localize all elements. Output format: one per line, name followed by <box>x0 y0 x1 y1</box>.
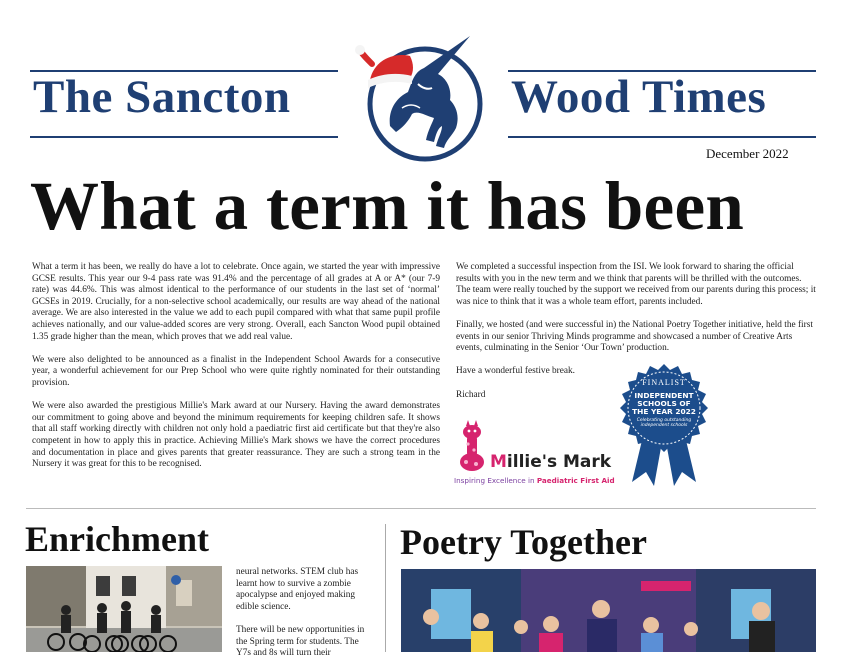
enrichment-paragraph: neural networks. STEM club has learnt how to survive a zombie apocalypse and enjoyed making edible science. <box>236 567 359 612</box>
masthead-rule-bottom-right <box>508 136 816 138</box>
article-paragraph: Finally, we hosted (and were successful in) the National Poetry Together initiative, held the first events in our senior Thriving Minds programme and showcased a number of Creative Arts events, culminating in the Senior ‘Our Town’ production. <box>456 319 813 354</box>
unicorn-santa-hat-logo-icon <box>352 30 497 165</box>
issue-date: December 2022 <box>706 146 789 161</box>
section-divider-vertical <box>385 524 386 652</box>
masthead-rule-bottom-left <box>30 136 338 138</box>
cyclists-photo-icon <box>26 566 222 652</box>
millies-mark-name-rest: illie's Mark <box>506 452 612 472</box>
article-paragraph: Have a wonderful festive break. <box>456 366 575 377</box>
millies-mark-tagline-a: Inspiring Excellence in <box>454 476 537 485</box>
millies-mark-logo <box>452 420 615 490</box>
badge-award-name <box>629 392 699 417</box>
article-paragraph: We were also awarded the prestigious Millie's Mark award at our Nursery. Having the award demonstrates our commitment to going above and beyond the minimum requirements for keeping children safe. It shows that all staff working directly with children not only hold a paediatric first aid certificate but that they're also competent in how to apply this in practice. Achieving Millie's Mark shows we have the correct procedures and documentation in place and gives parents that greater reassurance. They are such a strong team in the Nursery it was great for this to be recognised. <box>32 401 440 470</box>
enrichment-paragraph: There will be new opportunities in the Spring term for students. The Y7s and 8s will turn their <box>236 624 365 659</box>
poetry-title: Poetry Together <box>400 522 647 562</box>
masthead-title-right: Wood Times <box>511 71 767 123</box>
section-divider-horizontal <box>26 508 816 509</box>
badge-line: SCHOOLS OF <box>637 399 691 409</box>
poetry-event-photo-icon <box>401 569 816 652</box>
article-paragraph: We were also delighted to be announced as a finalist in the Independent School Awards for a consecutive year, a wonderful achievement for our Prep School who were quite rightly nominated for their outstanding provision. <box>32 354 440 388</box>
enrichment-text <box>236 567 366 671</box>
article-column-1 <box>32 262 440 482</box>
article-paragraph: We completed a successful inspection from the ISI. We look forward to sharing the official results with you in the new term and we think that parents will be thrilled with the outcomes. The team were really touched by the support we received from our parents during this process; it was nice to think that it was a whole team effort, parents included. <box>456 262 816 307</box>
millies-mark-name <box>490 452 611 472</box>
badge-subtitle: Celebrating outstanding independent schools <box>636 418 692 428</box>
badge-finalist-label: FINALIST <box>642 378 686 387</box>
millies-mark-tagline-b: Paediatric First Aid <box>536 476 615 485</box>
enrichment-title: Enrichment <box>25 519 209 559</box>
badge-line: THE YEAR 2022 <box>632 407 696 417</box>
giraffe-icon <box>454 420 490 474</box>
article-signature: Richard <box>456 389 486 400</box>
badge-line: INDEPENDENT <box>634 391 694 400</box>
millies-mark-initial: M <box>490 452 507 472</box>
award-rosette <box>614 362 714 487</box>
article-paragraph: What a term it has been, we really do have a lot to celebrate. Once again, we started the year with impressive GCSE results. This year our 9-4 pass rate was 91.4% and the percentage of all grades at A or A* (our 7-9 rate) was 44.6%. This was almost identical to the performance of our students in the last set of ‘normal’ GCSEs in 2019. Crucially, for a non-selective school academically, our results are way ahead of the national average. We are also interested in the value we add to each pupil compared with what that same pupil profile achieves nationally, and our value-added scores are very strong. Overall, each Sancton Wood pupil obtained 1.35 grade higher than the mean, which proves that we add real value. <box>32 262 440 342</box>
millies-mark-tagline <box>454 476 615 485</box>
headline: What a term it has been <box>30 168 745 244</box>
masthead-title-left: The Sancton <box>33 71 291 123</box>
